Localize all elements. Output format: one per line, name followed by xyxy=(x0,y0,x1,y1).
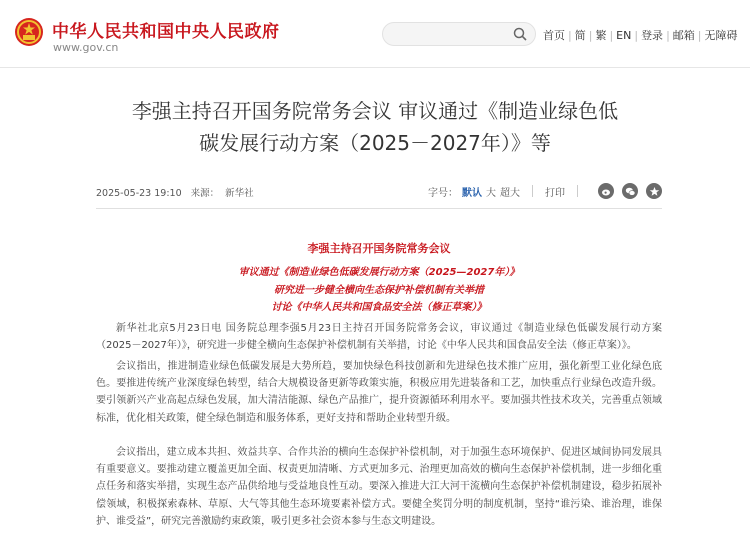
font-size-xlarge[interactable]: 超大 xyxy=(500,187,520,199)
nav-separator: | xyxy=(568,29,572,42)
article-meta xyxy=(96,185,260,199)
nav-english[interactable]: EN xyxy=(616,29,632,42)
qzone-icon[interactable] xyxy=(646,183,662,199)
nav-mailbox[interactable]: 邮箱 xyxy=(672,29,695,42)
site-header xyxy=(0,0,750,68)
title-line-2: 碳发展行动方案（2025－2027年）》等 xyxy=(199,131,551,155)
nav-login[interactable]: 登录 xyxy=(641,29,664,42)
font-size-large[interactable]: 大 xyxy=(486,187,496,199)
search-input[interactable] xyxy=(391,24,517,46)
top-nav xyxy=(543,27,738,43)
nav-separator: | xyxy=(666,29,670,42)
font-size-label: 字号： xyxy=(428,187,458,199)
nav-traditional[interactable]: 繁 xyxy=(595,29,607,42)
nav-accessibility[interactable]: 无障碍 xyxy=(704,29,738,42)
publish-date: 2025-05-23 19:10 xyxy=(96,188,182,199)
article-paragraph: 新华社北京5月23日电 国务院总理李强5月23日主持召开国务院常务会议，审议通过《制造业绿色低碳发展行动方案（2025－2027年）》，研究进一步健全横向生态保护补偿机制有关举措，讨论《中华人民共和国食品安全法（修正草案）》。 xyxy=(96,323,662,352)
tools-divider xyxy=(532,185,533,197)
nav-separator: | xyxy=(697,29,702,42)
national-emblem-icon[interactable] xyxy=(14,17,44,47)
tools-divider xyxy=(577,185,578,197)
nav-separator: | xyxy=(588,29,593,42)
nav-home[interactable]: 首页 xyxy=(543,29,565,42)
print-button[interactable]: 打印 xyxy=(545,187,565,199)
article-paragraph: 会议指出，推进制造业绿色低碳发展是大势所趋，要加快绿色科技创新和先进绿色技术推广应用，强化新型工业化绿色底色。要推进传统产业深度绿色转型，结合大规模设备更新等政策实施，积极应用先进装备和工艺，加快重点行业绿色改造升级。要引领新兴产业高起点绿色发展，加大清洁能源、绿色产品推广，提升资源循环利用水平。要加强共性技术攻关，完善重点领域标准，优化相关政策，健全绿色制造和服务体系，更好支持和帮助企业转型升级。 xyxy=(96,361,662,424)
source-label: 来源： xyxy=(190,188,220,199)
site-url: www.gov.cn xyxy=(53,41,119,54)
subtitle-line-1: 审议通过《制造业绿色低碳发展行动方案（2025—2027年）》 xyxy=(238,267,520,278)
wechat-icon[interactable] xyxy=(622,183,638,199)
title-line-1: 李强主持召开国务院常务会议 审议通过《制造业绿色低 xyxy=(131,99,619,123)
weibo-icon[interactable] xyxy=(598,183,614,199)
nav-simplified[interactable]: 简 xyxy=(574,29,586,42)
article-tools xyxy=(428,183,662,199)
subtitle-main: 李强主持召开国务院常务会议 xyxy=(307,242,451,255)
meta-divider xyxy=(96,208,662,209)
search-box xyxy=(382,22,536,46)
source-name: 新华社 xyxy=(225,188,254,199)
subtitle-line-3: 讨论《中华人民共和国食品安全法（修正草案）》 xyxy=(271,302,487,313)
nav-separator: | xyxy=(609,29,614,42)
article-title xyxy=(0,95,750,159)
site-name[interactable]: 中华人民共和国中央人民政府 xyxy=(52,22,280,42)
subtitle-line-2: 研究进一步健全横向生态保护补偿机制有关举措 xyxy=(274,285,484,296)
font-size-default[interactable]: 默认 xyxy=(462,187,482,199)
article-paragraph: 会议指出，建立成本共担、效益共享、合作共治的横向生态保护补偿机制，对于加强生态环境保护、促进区域间协同发展具有重要意义。要推动建立覆盖更加全面、权责更加清晰、方式更加多元、治理更加高效的横向生态保护补偿机制，进一步细化重点任务和落实举措，实现生态产品供给地与受益地良性互动。要深入推进大江大河干流横向生态保护补偿机制建设，稳步拓展补偿领域，积极探索森林、草原、大气等其他生态环境要素补偿方式。要健全奖罚分明的制度机制，坚持“谁污染、谁治理，谁保护、谁受益”，研究完善激励约束政策，吸引更多社会资本参与生态文明建设。 xyxy=(96,447,662,527)
search-icon[interactable] xyxy=(512,26,528,42)
nav-separator: | xyxy=(634,29,639,42)
